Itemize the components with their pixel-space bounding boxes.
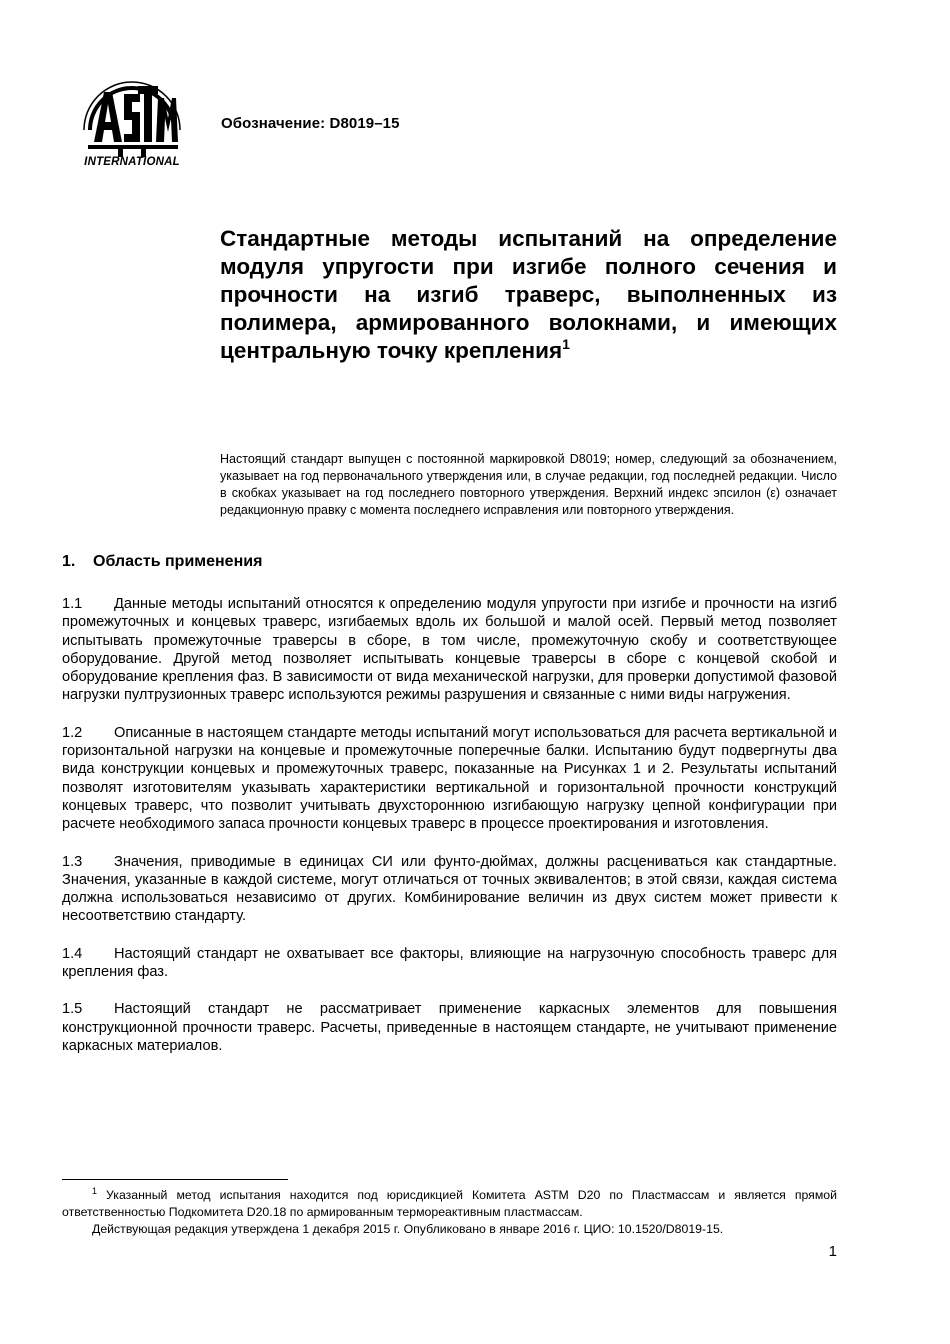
clause-number: 1.3 — [62, 853, 83, 870]
clause-number: 1.2 — [62, 724, 83, 741]
clause-1-3 — [62, 853, 837, 926]
clause-text: Описанные в настоящем стандарте методы испытаний могут использоваться для расчета вертикальной и горизонтальной нагрузки на концевые и промежуточные поперечные балки. Испытанию будут подвергнуты два вида конструкции концевых и промежуточных траверс, показанные на Рисунках 1 и 2. Результаты испытаний позволят изготовителям указывать характеристики вертикальной и горизонтальной прочности конструкций концевых траверс, что позволит учитывать двухстороннюю изгибающую нагрузку цепной конфигурации при расчете необходимого запаса прочности концевых траверс в процессе проектирования и изготовления. — [62, 724, 837, 833]
clause-number: 1.5 — [62, 1001, 83, 1018]
clause-number: 1.1 — [62, 596, 83, 612]
designation: Обозначение: D8019–15 — [221, 115, 400, 132]
document-title — [220, 225, 837, 365]
clause-text: Настоящий стандарт не охватывает все факторы, влияющие на нагрузочную способность траверс для крепления фаз. — [62, 945, 837, 981]
logo-text: INTERNATIONAL — [84, 156, 180, 168]
clause-1-1 — [62, 595, 837, 705]
section-title: Область применения — [93, 553, 263, 570]
clause-1-2 — [62, 724, 837, 834]
clause-1-4 — [62, 945, 837, 982]
issuance-notice: Настоящий стандарт выпущен с постоянной маркировкой D8019; номер, следующий за обозначением, указывает на год первоначального утверждения или, в случае редакции, год последней редакции. Число в скобках указывает на год последнего повторного утверждения. Верхний индекс эпсилон (ε) означает редакционную правку с момента последнего исправления или повторного утверждения. — [220, 452, 837, 517]
clause-text: Значения, приводимые в единицах СИ или фунто-дюймах, должны расцениваться как стандартные. Значения, указанные в каждой системе, могут отличаться от точных эквивалентов; в этой связи, каждая система должна использоваться независимо от других. Комбинирование величин из двух систем может привести к несоответствию стандарту. — [62, 853, 837, 925]
footnote-text: Указанный метод испытания находится под юрисдикцией Комитета ASTM D20 по Пластмассам и является прямой ответственностью Подкомитета D20.18 по армированным термореактивным пластмассам. — [62, 1188, 837, 1219]
document-title-text: Стандартные методы испытаний на определение модуля упругости при изгибе полного сечения и прочности на изгиб траверс, выполненных из полимера, армированного волокнами, и имеющих центральную точку крепления — [220, 226, 837, 363]
clause-1-5 — [62, 1000, 837, 1055]
page-number: 1 — [828, 1243, 837, 1260]
footnote-divider — [62, 1179, 288, 1180]
clause-text: Данные методы испытаний относятся к определению модуля упругости при изгибе и прочности на изгиб промежуточных и концевых траверс, изгибаемых вдоль их большой и малой осей. Первый метод позволяет испытывать промежуточные траверсы в сборе, в том числе, промежуточную скобу и соответствующее оборудование. Другой метод позволяет испытывать концевые траверсы в сборе с концевой скобой и оборудование крепления фаз. В зависимости от вида механической нагрузки, для проверки допустимой фазовой нагрузки пултрузионных траверс используются режимы разрушения и связанные с ними виды нагружения. — [62, 596, 837, 704]
title-footnote-ref[interactable]: 1 — [562, 336, 570, 352]
clause-number: 1.4 — [62, 945, 83, 962]
footnote — [62, 1187, 837, 1221]
clause-text: Настоящий стандарт не рассматривает применение каркасных элементов для повышения конструкционной прочности траверс. Расчеты, приведенные в настоящем стандарте, не учитывают применение каркасных материалов. — [62, 1001, 837, 1054]
footnote-edition: Действующая редакция утверждена 1 декабря 2015 г. Опубликовано в январе 2016 г. ЦИО: 10.1520/D8019-15. — [92, 1222, 724, 1236]
section-heading — [62, 553, 262, 571]
footnote-marker: 1 — [92, 1186, 98, 1196]
section-number: 1. — [62, 553, 76, 570]
astm-logo-icon — [78, 70, 186, 174]
clause-list — [62, 595, 837, 1055]
